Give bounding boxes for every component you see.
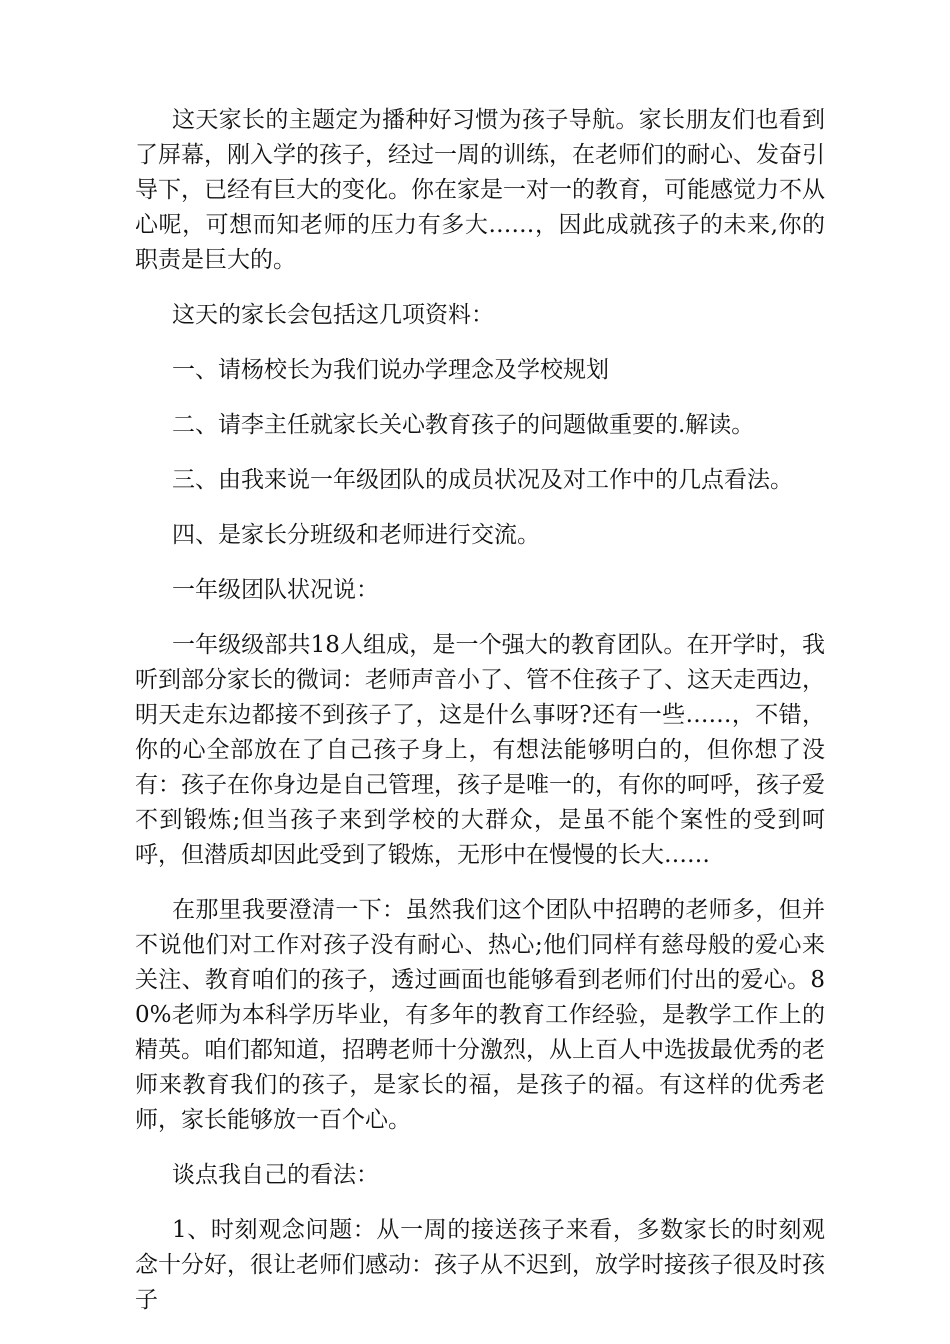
paragraph-agenda-item-4: 四、是家长分班级和老师进行交流。 [172, 522, 540, 548]
paragraph-intro: 这天家长的主题定为播种好习惯为孩子导航。家长朋友们也看到了屏幕，刚入学的孩子，经过一周的训练，在老师们的耐心、发奋引导下，已经有巨大的变化。你在家是一对一的教育，可能感觉力不从心呢，可想而知老师的压力有多大……，因此成就孩子的未来,你的职责是巨大的。 [135, 107, 825, 273]
paragraph-clarification: 在那里我要澄清一下：虽然我们这个团队中招聘的老师多，但并不说他们对工作对孩子没有耐心、热心;他们同样有慈母般的爱心来关注、教育咱们的孩子，透过画面也能够看到老师们付出的爱心。80%老师为本科学历毕业，有多年的教育工作经验，是教学工作上的精英。咱们都知道，招聘老师十分激烈，从上百人中选拔最优秀的老师来教育我们的孩子，是家长的福，是孩子的福。有这样的优秀老师，家长能够放一百个心。 [135, 897, 825, 1133]
paragraph-agenda-item-1: 一、请杨校长为我们说办学理念及学校规划 [172, 357, 609, 383]
document-body [135, 103, 825, 1338]
paragraph-team-description: 一年级级部共18人组成，是一个强大的教育团队。在开学时，我听到部分家长的微词：老师声音小了、管不住孩子了、这天走西边，明天走东边都接不到孩子了，这是什么事呀?还有一些……，不错，你的心全部放在了自己孩子身上，有想法能够明白的，但你想了没有：孩子在你身边是自己管理，孩子是唯一的，有你的呵呼，孩子爱不到锻炼;但当孩子来到学校的大群众，是虽不能个案性的受到呵呼，但潜质却因此受到了锻炼，无形中在慢慢的长大…… [135, 632, 825, 868]
paragraph-team-heading: 一年级团队状况说： [172, 577, 379, 603]
paragraph-agenda-item-2: 二、请李主任就家长关心教育孩子的问题做重要的.解读。 [172, 412, 755, 438]
paragraph-agenda-heading: 这天的家长会包括这几项资料： [172, 302, 494, 328]
paragraph-opinion-heading: 谈点我自己的看法： [172, 1162, 379, 1188]
paragraph-agenda-item-3: 三、由我来说一年级团队的成员状况及对工作中的几点看法。 [172, 467, 793, 493]
paragraph-time-concept: 1、时刻观念问题：从一周的接送孩子来看，多数家长的时刻观念十分好，很让老师们感动：孩子从不迟到，放学时接孩子很及时孩子 [135, 1217, 825, 1313]
